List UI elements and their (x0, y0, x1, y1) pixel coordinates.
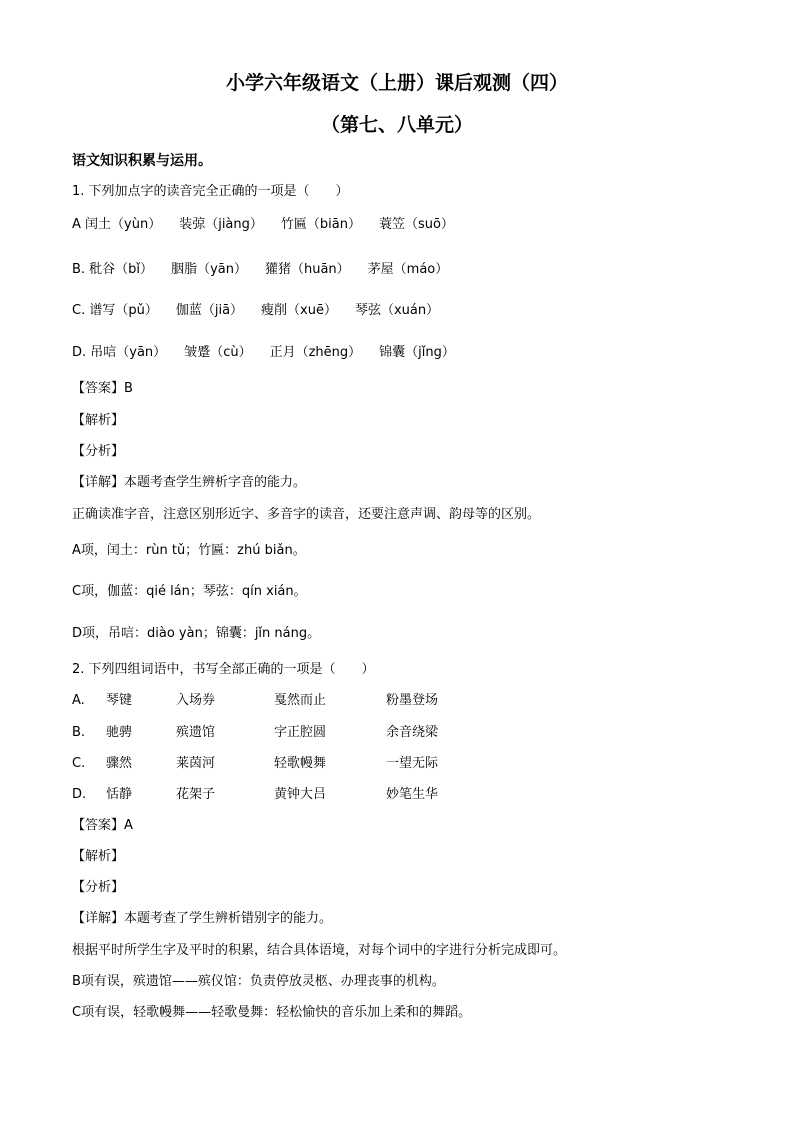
option-text: 瘦削（xuē） (261, 303, 337, 318)
option-text: 胭脂（yān） (171, 262, 247, 277)
q1-fenxi-label: 【分析】 (72, 444, 125, 459)
option-word: 妙笔生华 (386, 787, 439, 802)
q1-explanation: 正确读准字音，注意区别形近字、多音字的读音，还要注意声调、韵母等的区别。 (72, 507, 541, 522)
q1-option-d (72, 344, 473, 362)
q2-b-item: B项有误，殡遗馆——殡仪馆：负责停放灵柩、办理丧事的机构。 (72, 974, 445, 989)
q2-detail: 【详解】本题考查了学生辨析错别字的能力。 (72, 911, 333, 926)
option-word: 余音绕梁 (386, 725, 439, 740)
option-letter: B. (72, 725, 86, 740)
page-subtitle: （第七、八单元） (320, 114, 473, 136)
option-letter: A. (72, 693, 85, 708)
option-letter: C. (72, 756, 86, 771)
q1-stem: 1. 下列加点字的读音完全正确的一项是（ ） (72, 184, 349, 199)
option-word: 轻歌幔舞 (274, 756, 327, 771)
q2-analysis-label: 【解析】 (72, 849, 125, 864)
option-text: 伽蓝（jiā） (175, 303, 244, 318)
option-word: 入场券 (176, 693, 216, 708)
option-text: 蓑笠（suō） (378, 217, 454, 232)
option-word: 殡遗馆 (176, 725, 216, 740)
q2-answer: 【答案】A (72, 818, 133, 833)
section-heading: 语文知识积累与运用。 (72, 153, 212, 169)
option-text: D. 吊唁（yān） (72, 345, 167, 360)
q1-c-item: C项，伽蓝：qié lán；琴弦：qín xián。 (72, 584, 307, 599)
option-word: 黄钟大吕 (274, 787, 327, 802)
option-word: 粉墨登场 (386, 693, 439, 708)
option-word: 花架子 (176, 787, 216, 802)
option-text: 皱蹙（cù） (184, 345, 252, 360)
option-text: 锦囊（jǐng） (379, 345, 455, 360)
option-word: 一望无际 (386, 756, 439, 771)
option-word: 恬静 (106, 787, 133, 802)
option-text: A 闰土（yùn） (72, 217, 162, 232)
q1-d-item: D项，吊唁：diào yàn；锦囊：jǐn náng。 (72, 626, 321, 641)
option-word: 驰骋 (106, 725, 133, 740)
option-text: 竹匾（biān） (280, 217, 361, 232)
option-word: 字正腔圆 (274, 725, 327, 740)
q1-detail: 【详解】本题考查学生辨析字音的能力。 (72, 475, 307, 490)
q2-stem: 2. 下列四组词语中，书写全部正确的一项是（ ） (72, 662, 375, 677)
option-text: 装弶（jiàng） (179, 217, 263, 232)
option-word: 戛然而止 (274, 693, 327, 708)
q2-c-item: C项有误，轻歌幔舞——轻歌曼舞：轻松愉快的音乐加上柔和的舞蹈。 (72, 1005, 472, 1020)
q1-option-a (72, 216, 472, 234)
option-text: C. 谱写（pǔ） (72, 303, 158, 318)
option-word: 莱茵河 (176, 756, 216, 771)
option-text: 茅屋（máo） (367, 262, 449, 277)
option-word: 琴键 (106, 693, 133, 708)
q2-fenxi-label: 【分析】 (72, 880, 125, 895)
q1-a-item: A项，闰土：rùn tǔ；竹匾：zhú biǎn。 (72, 543, 306, 558)
page-title: 小学六年级语文（上册）课后观测（四） (225, 72, 568, 94)
option-text: 琴弦（xuán） (354, 303, 440, 318)
option-text: 正月（zhēng） (269, 345, 362, 360)
q1-option-b (72, 261, 466, 279)
q1-answer: 【答案】B (72, 381, 133, 396)
option-word: 骤然 (106, 756, 133, 771)
q1-option-c (72, 302, 457, 320)
option-text: B. 秕谷（bǐ） (72, 262, 154, 277)
q1-analysis-label: 【解析】 (72, 413, 125, 428)
option-text: 獾猪（huān） (264, 262, 350, 277)
option-letter: D. (72, 787, 87, 802)
q2-explanation: 根据平时所学生字及平时的积累，结合具体语境，对每个词中的字进行分析完成即可。 (72, 943, 567, 958)
